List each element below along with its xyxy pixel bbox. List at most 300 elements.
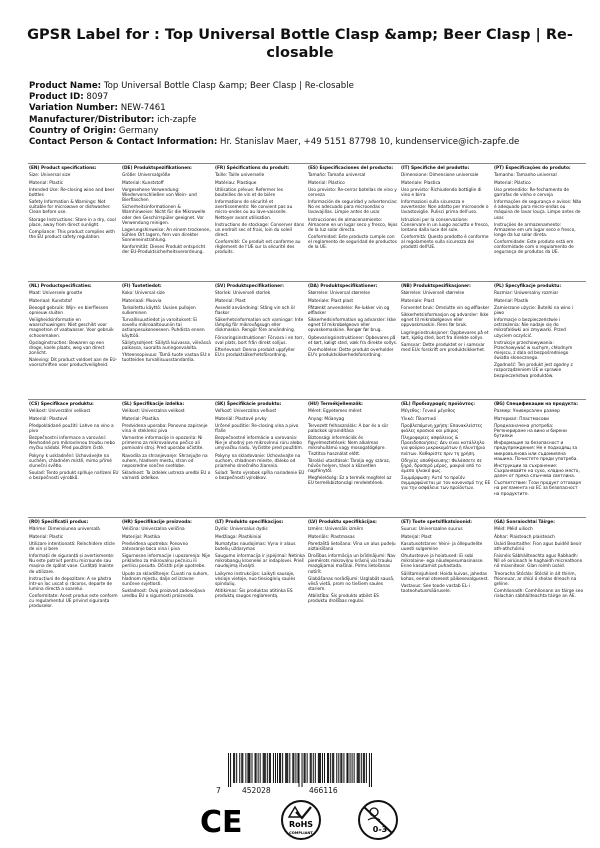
spec-line: Informații de siguranță și avertismente: Nu este potrivit pentru microunde sau mașina de spălat vase. Curățați înainte de utilizare. — [29, 554, 115, 575]
spec-line: Materiaali: Muovia — [122, 298, 162, 304]
spec-line: Materiale: Plast — [401, 298, 435, 304]
spec-line: Konformität: Dieses Produkt entspricht der EU-Produktsicherheitsverordnung. — [122, 245, 206, 256]
spec-line: Dydis: Universalus dydis — [215, 527, 268, 533]
barcode-bar — [350, 753, 351, 783]
barcode-bar — [289, 753, 290, 783]
spec-line: Sikkerhedsinformation og advarsler: Ikke egnet til mikrobølgeovn eller opvaskemaskine. Rengør før brug. — [308, 318, 396, 334]
barcode-bar — [265, 753, 266, 783]
spec-line: Lagerungshinweise: An einem trockenen, kühlen Ort lagern, fern von direkter Sonneneinstrahlung. — [122, 227, 211, 244]
spec-line: Opbevaringsinstruktioner: Opbevares på et tørt, køligt sted, væk fra direkte sollys. — [308, 335, 398, 346]
spec-heading: (FI) Tuotetiedot: — [122, 284, 162, 289]
barcode-bar — [363, 753, 364, 783]
info-product-id — [29, 92, 589, 103]
barcode-bar — [275, 753, 276, 783]
barcode-bar — [293, 753, 294, 783]
spec-block — [214, 164, 307, 281]
spec-heading: (LT) Produkto specifikacijos: — [215, 520, 284, 525]
spec-line: Méid: Méid uilioch — [494, 527, 533, 533]
spec-block — [121, 164, 214, 281]
barcode-bar — [234, 753, 235, 783]
barcode-bar — [358, 753, 359, 783]
spec-line: Lagringsinstruksjoner: Oppbevares på et tørt, kjølig sted, bort fra direkte sollys. — [401, 330, 489, 341]
spec-line: Pokyny na skladovanie: Uchovávajte na suchom, chladnom mieste, ďaleko od priameho slnečného žiarenia. — [215, 453, 301, 469]
spec-line: Tamanho: Tamanho universal — [494, 173, 557, 179]
spec-heading: (BG) Спецификации на продукта: — [494, 402, 578, 407]
product-info — [29, 81, 589, 148]
spec-heading: (PL) Specyfikacje produktu: — [494, 284, 562, 289]
spec-heading: (DE) Produktspezifikationen: — [122, 166, 192, 171]
spec-block — [493, 164, 586, 281]
spec-block — [121, 518, 214, 635]
spec-line: Beoogd gebruik: Wijn- en bierflessen opnieuw sluiten — [29, 305, 109, 316]
spec-line: Laikymo instrukcijos: Laikyti sausoje, vėsioje vietoje, nuo tiesioginių saulės spindulių. — [215, 571, 296, 587]
spec-line: Sigurnosne informacije i upozorenja: Nije prikladno za mikrovalnu pećnicu ili perilicu posuđa. Očistiti prije upotrebe. — [122, 554, 211, 570]
barcode-bar — [318, 753, 319, 783]
spec-line: Overholdelse: Dette produkt overholder EU's produktsikkerhedsforordning. — [308, 348, 394, 359]
barcode-bar — [258, 753, 259, 783]
spec-block — [493, 282, 586, 399]
spec-line: Veličina: Univerzalna veličina — [122, 527, 185, 533]
barcode-bar — [247, 753, 248, 783]
barcode-left-digits: 452028 — [242, 786, 271, 795]
spec-line: Υλικό: Πλαστικό — [401, 416, 437, 422]
barcode-bar — [311, 753, 312, 783]
spec-line: Drošības informācija un brīdinājumi: Nav piemērots mikroviļņu krāsnij vai trauku mazgājamai mašīnai. Pirms lietošanas notīrīt. — [308, 554, 396, 575]
spec-line: Material: Plástico — [494, 180, 531, 186]
info-label: Manufacturer/Distributor: — [29, 114, 155, 125]
spec-block — [28, 518, 121, 635]
spec-block — [400, 518, 493, 635]
spec-heading: (RO) Specificații produs: — [29, 520, 89, 525]
spec-line: Predviđena upotreba: Ponovno zatvaranje boca vina i piva — [122, 541, 188, 552]
barcode-bar — [315, 753, 316, 783]
spec-line: Megfelelőség: Ez a termék megfelel az EU termékbiztonsági rendeletének. — [308, 476, 392, 487]
spec-line: Material: Plástico — [308, 180, 345, 186]
spec-line: Atitikimas: Šis produktas atitinka ES produktų saugos reglamentą. — [215, 589, 293, 600]
barcode-bar — [287, 753, 288, 783]
spec-block — [28, 400, 121, 517]
spec-line: Conformité: Ce produit est conforme au règlement de l'UE sur la sécurité des produits. — [215, 240, 301, 256]
barcode-bar — [310, 753, 311, 783]
spec-line: Predvidena uporaba: Ponovno zapiranje vina in steklenic piva — [122, 423, 208, 434]
info-label: Contact Person & Contact Information: — [29, 137, 218, 148]
barcode-bar — [256, 753, 257, 783]
spec-heading: (SL) Specifikacije izdelka: — [122, 402, 185, 407]
barcode-bar — [230, 753, 231, 787]
spec-line: Taille: Taille universelle — [215, 173, 265, 179]
spec-line: Ohutusteave ja hoiatused: Ei sobi mikrolaine- ega nõudepesumasinasse. Enne kasutamist puhastada. — [401, 554, 484, 570]
spec-line: Atbilstība: Šis produkts atbilst ES produktu drošības regulai. — [308, 594, 379, 605]
spec-grid — [28, 163, 586, 635]
spec-line: Utilizare intenționată: Reînchidere sticle de vin și bere — [29, 541, 115, 552]
spec-line: Istruzioni per la conservazione: Conservare in un luogo asciutto e fresco, lontano dalla luce del sole. — [401, 217, 490, 233]
compliance-marks — [196, 798, 406, 844]
spec-line: Yhteensopivuus: Tämä tuote vastaa EU:n tuotteiden turvallisuusstandardia. — [122, 353, 211, 364]
spec-line: Materiaal: Kunststof — [29, 298, 72, 304]
spec-line: Προβλεπόμενη χρήση: Επανακλείστες φιάλες κρασιού και μπίρας — [401, 423, 483, 434]
barcode-bar — [357, 753, 358, 783]
spec-line: Zgodność: Ten produkt jest zgodny z rozporządzeniem UE w sprawie bezpieczeństwa produktów. — [494, 363, 573, 379]
spec-block — [28, 164, 121, 281]
spec-line: Rozmiar: Uniwersalny rozmiar — [494, 291, 559, 297]
spec-block — [214, 400, 307, 517]
spec-row — [28, 517, 586, 635]
spec-line: Numatytas naudojimas: Vyno ir alaus butelių uždarymas — [215, 541, 296, 552]
barcode-bar — [286, 753, 287, 783]
spec-line: Размер: Универсален размер — [494, 409, 560, 415]
barcode-bar — [242, 753, 243, 783]
spec-line: Informacje o bezpieczeństwie i ostrzeżenia: Nie nadaje się do mikrofalówki ani zmywarki. Przed użyciem oczyścić. — [494, 318, 566, 339]
spec-block — [307, 164, 400, 281]
spec-block — [214, 282, 307, 399]
spec-line: Conformitate: Acest produs este conform cu regulamentul UE privind siguranța produselor. — [29, 594, 118, 610]
spec-line: Úsáid Beartaithe: Fíon agus buidéil beoir ath-athchóiriú — [494, 541, 582, 552]
spec-line: Comhlíonadh: Comhlíonann an táirge seo rialachán sábháilteachta táirge an AE. — [494, 589, 584, 600]
barcode-bar — [352, 753, 353, 783]
rohs-compliant-icon — [282, 801, 320, 839]
spec-heading: (EN) Product specifications: — [29, 166, 97, 171]
info-value: 8097 — [86, 92, 109, 103]
barcode-bar — [346, 753, 347, 783]
spec-line: Biztonsági információk és figyelmeztetések: Nem alkalmas mikrohullámú vagy mosogatógépre. Tisztítsa használat előtt. — [308, 436, 386, 457]
spec-line: Varnostne informacije in opozorila: Ni primerno za mikrovalovno pečico ali pomivalni stroj. Pred uporabo očistite. — [122, 436, 204, 452]
barcode-bar — [338, 753, 339, 783]
spec-line: Avsedd användning: Stäng vin och öl flaskor — [215, 305, 295, 316]
spec-line: Turvallisuustiedot ja varoitukset: Ei sovellu mikroaaltouuniin tai astianpesukoneeseen. Puhdista ennen käyttöä. — [122, 318, 205, 339]
info-label: Product Name: — [29, 81, 102, 91]
spec-line: Vastavus: See toode vastab EL-i tooteohutusmäärusele. — [401, 584, 470, 595]
info-value: NEW-7461 — [120, 103, 166, 114]
spec-line: Conformidade: Este produto está em conformidade com o regulamento de segurança de produtos da UE. — [494, 240, 574, 256]
spec-heading: (GA) Sonraíochtaí Táirge: — [494, 520, 555, 525]
spec-line: Materijal: Plastika — [122, 534, 161, 540]
rohs-label: RoHS — [288, 820, 314, 829]
barcode-bar — [322, 753, 323, 783]
spec-line: Upute za skladištenje: Čuvati na suhom, hladnom mjestu, dalje od izravne sunčeve svjetlosti. — [122, 571, 209, 587]
spec-line: Súlad: Tento výrobok spĺňa nariadenie EÚ o bezpečnosti výrobkov. — [215, 471, 305, 482]
spec-line: Instrucciones de almacenamiento: Almacene en un lugar seco y fresco, lejos de la luz solar directa. — [308, 217, 398, 233]
spec-line: Informazioni sulla sicurezza e avvertenze: Non adatto per microonde o lavastoviglie. Pulisci prima dell'uso. — [401, 200, 489, 216]
spec-line: Πληροφορίες ασφάλειας & Προειδοποιήσεις: Δεν είναι κατάλληλο για φούρνο μικροκυμάτων ή πλυντήριο πιάτων. Καθαρίστε πριν τη χρήση. — [401, 436, 486, 457]
spec-line: Instrukcje przechowywania: Przechowywać w suchym, chłodnym miejscu, z dala od bezpośredniego światła słonecznego. — [494, 340, 573, 362]
spec-heading: (LV) Produktu specifikācijas: — [308, 520, 377, 525]
barcode-bar — [236, 753, 237, 783]
spec-line: Materiál: Plastové — [29, 416, 68, 422]
barcode-bar — [341, 753, 342, 783]
spec-line: Säilitamisjuhised: Hoida kuivas, jahedas kohas, eemal otsesest päikesevalgusest. — [401, 571, 489, 582]
spec-line: Zamierzone użycie: Butelki na wino i piwo — [494, 305, 574, 316]
spec-line: Съответствие: Този продукт отговаря на регламента на ЕС за безопасност на продуктите. — [494, 481, 581, 497]
barcode-bar — [298, 753, 299, 787]
spec-line: Предназначена употреба: Регенериране на вино и бирени бутилки — [494, 423, 567, 440]
info-contact — [29, 137, 589, 148]
spec-row — [28, 163, 586, 281]
barcode-bar — [354, 753, 355, 783]
info-manufacturer — [29, 115, 589, 126]
barcode-bar — [336, 753, 337, 783]
barcode-bar — [328, 753, 329, 783]
barcode-bar — [371, 753, 372, 787]
spec-line: Οδηγίες αποθήκευσης: Φυλάσσετε σε ξηρό, δροσερό μέρος, μακριά από το άμεσο ηλιακό φως. — [401, 458, 482, 474]
spec-line: Intended Use: Re-closing wine and beer bottles — [29, 187, 115, 198]
spec-line: Instrucțiuni de depozitare: A se păstra într-un loc uscat și răcoros, departe de lumina directă a soarelui. — [29, 576, 113, 592]
spec-line: Veľkosť: Univerzálna veľkosť — [215, 409, 277, 415]
spec-line: Veiligheidsinformatie en waarschuwingen: Niet geschikt voor magnetron of vaatwasser. Voor gebruik schoonmaken. — [29, 318, 114, 339]
spec-line: Materiale: Plast plast — [308, 298, 354, 304]
spec-line: Velikost: Univerzalna velikost — [122, 409, 185, 415]
spec-heading: (SV) Produktspecifikationer: — [215, 284, 284, 289]
spec-block — [214, 518, 307, 635]
barcode-bar — [333, 753, 334, 783]
spec-line: Opslaginstructies: Bewaren op een droge, koele plaats, weg van direct zonlicht. — [29, 340, 105, 356]
info-value: ich-zapfe — [157, 114, 197, 125]
barcode-bar — [330, 753, 331, 783]
spec-line: Materjal: Plast — [401, 534, 432, 540]
spec-line: Información de seguridad y advertencias: No es adecuado para microondas o lavavajillas. Limpie antes de usar. — [308, 200, 398, 216]
spec-line: Glabāšanas norādījumi: Uzglabāt sausā, vēsā vietā, prom no tiešiem saules stariem. — [308, 576, 395, 592]
spec-line: Størrelse: Universell størrelse — [401, 291, 465, 297]
barcode-right-digits: 466116 — [309, 786, 338, 795]
barcode-bar — [332, 753, 333, 783]
barcode-bar — [260, 753, 261, 783]
spec-heading: (HR) Specifikacije proizvoda: — [122, 520, 192, 525]
spec-line: Navodila za shranjevanje: Shranjujte na suhem, hladnem mestu, stran od neposredne sončne svetlobe. — [122, 453, 208, 469]
info-value: Hr. Stanislav Maer, +49 5151 87798 10, kundenservice@ich-zapfe.de — [220, 137, 520, 148]
spec-line: Uso previsto: Re-cerrar botellas de vino y cerveza — [308, 187, 397, 198]
barcode-bar — [263, 753, 264, 783]
barcode-bar — [245, 753, 246, 783]
rohs-compliant-label: COMPLIANT — [289, 831, 313, 835]
spec-line: Materiał: Plastik — [494, 298, 529, 304]
spec-line: Instructions de stockage: Conserver dans un endroit sec et frais, loin du soleil direct. — [215, 222, 305, 238]
spec-line: Maat: Universele grootte — [29, 291, 83, 297]
spec-line: Material: Plastic — [29, 180, 64, 186]
spec-line: Méret: Egyetemes méret — [308, 409, 362, 415]
spec-heading: (IT) Specifiche del prodotto: — [401, 166, 470, 171]
spec-line: Materiál: Plastové prvky — [215, 416, 267, 422]
barcode-bar — [359, 753, 360, 783]
spec-line: Информация за безопасност и предупреждения: Не е подходящ за микровълнова или съдомиялна машина. Почистете преди употреба. — [494, 441, 578, 462]
ce-mark-text: CE — [200, 805, 243, 840]
spec-block — [121, 282, 214, 399]
spec-line: Samsvar: Dette produktet er i samsvar med EUs forskrift om produktsikkerhet. — [401, 342, 486, 354]
spec-heading: (FR) Spécifications du produit: — [215, 166, 290, 171]
spec-line: Forventet bruk: Omslutte vin og ølflasker — [401, 305, 490, 311]
info-variation-number — [29, 103, 589, 114]
spec-line: Conformità: Questo prodotto è conforme al regolamento sulla sicurezza dei prodotti dell'UE. — [401, 235, 489, 251]
spec-line: Påtænkt anvendelse: Re-lukker vin og ølflasker — [308, 305, 390, 316]
barcode-bar — [343, 753, 344, 783]
spec-line: Material: Kunststoff — [122, 180, 164, 186]
spec-line: Conformidad: Este producto cumple con el reglamento de seguridad de productos de la UE. — [308, 235, 397, 251]
barcode-bar — [305, 753, 306, 783]
spec-line: Velikost: Univerzální velikost — [29, 409, 91, 415]
spec-line: Größe: Universalgröße — [122, 173, 171, 179]
spec-line: Soulad: Tento produkt splňuje nařízení EU o bezpečnosti výrobků. — [29, 471, 119, 482]
spec-line: Informations de sécurité et avertissements: Ne convient pas au micro-ondes ou au lave-vaisselle. Nettoyer avant utilisation. — [215, 200, 293, 221]
barcode-bar — [233, 753, 234, 783]
barcode-bar — [282, 753, 283, 783]
barcode-bar — [347, 753, 348, 783]
spec-line: Säilytysohjeet: Säilytä kuivassa, viileässä paikassa, suoralta auringonvalolta. — [122, 340, 211, 351]
spec-line: Tamaño: Tamaño universal — [308, 173, 366, 179]
info-country-of-origin — [29, 126, 589, 137]
barcode-bar — [319, 753, 320, 783]
page-title: GPSR Label for : Top Universal Bottle Clasp &amp; Beer Clasp | Re-closable — [27, 27, 573, 61]
spec-line: Saugumo informacija ir įspėjimai: Netinka mikrobangų krosnelei ar indaplovei. Prieš naudojimą išvalyti. — [215, 554, 305, 570]
spec-line: Størrelse: Universal størrelse — [308, 291, 371, 297]
barcode-bar — [304, 753, 305, 783]
spec-line: Mărime: Dimensiunea universală — [29, 527, 100, 533]
ce-mark — [200, 805, 243, 840]
info-label: Variation Number: — [29, 103, 118, 114]
spec-heading: (SK) Špecifikácie produktu: — [215, 402, 282, 407]
barcode-bar — [364, 753, 365, 783]
spec-line: Size: Universal size — [29, 173, 71, 179]
spec-line: Συμμόρφωση: Αυτό το προϊόν συμμορφώνεται με τον κανονισμό της ΕΕ για την ασφάλεια των προϊόντων. — [401, 476, 491, 492]
barcode-bar — [361, 753, 362, 783]
barcode-bar — [273, 753, 274, 783]
spec-line: Материал: Пластмасови — [494, 416, 549, 422]
spec-line: Matériau: Plastique — [215, 180, 257, 186]
spec-line: Compliance: This product complies with the EU product safety regulation. — [29, 230, 115, 241]
spec-line: Инструкции за съхранение: Съхранявайте на сухо, хладно място, далеч от пряка слънчева светлина. — [494, 463, 580, 480]
spec-line: Storage Instructions: Store in a dry, cool place, away from direct sunlight. — [29, 217, 116, 228]
spec-line: Säkerhetsinformation och varningar: Inte lämplig för mikrovågsugn eller diskmaskin. Rengör före användning. — [215, 318, 304, 334]
spec-line: Dimensione: Dimensione universale — [401, 173, 479, 179]
spec-line: Izmērs: Universāls izmērs — [308, 527, 364, 533]
spec-line: Safety Information & Warnings: Not suitable for microwave or dishwasher. Clean before use. — [29, 200, 111, 216]
age-label: 0-3 — [372, 825, 388, 834]
spec-line: Anyag: Műanyag — [308, 416, 345, 422]
barcode-bar — [320, 753, 321, 783]
spec-heading: (DA) Produktspecifikationer: — [308, 284, 378, 289]
spec-line: Bezpečnostní informace a varování: Nevhodné pro mikrovlnnou troubu nebo myčku nádobí. Před použitím čisté. — [29, 436, 115, 452]
spec-line: Pokyny k uskladnění: Uchovávejte na suchém, chladném místě, mimo přímé sluneční světlo. — [29, 453, 112, 469]
barcode-bar — [248, 753, 249, 783]
barcode-bar — [241, 753, 242, 783]
spec-line: Tárolási utasítások: Tárolja egy száraz, hűvös helyen, távol a közvetlen napfénytől. — [308, 458, 391, 474]
spec-line: Treoracha Stórála: Stóráil in áit thirim, fhionnuar, ar shiúl ó sholas díreach na gréine. — [494, 571, 577, 587]
info-label: Country of Origin: — [29, 125, 117, 136]
spec-heading: (EL) Προδιαγραφές προϊόντος: — [401, 402, 475, 407]
spec-line: Informações de segurança e avisos: Não é adequado para micro-ondas ou máquina de lavar louça. Limpe antes de usar. — [494, 200, 582, 221]
spec-line: Efterlevnad: Denna produkt uppfyller EU:s produktsäkerhetsförordning. — [215, 348, 295, 359]
barcode-bar — [366, 753, 367, 783]
barcode-bar — [327, 753, 328, 783]
barcode-bar — [340, 753, 341, 783]
spec-line: Sikkerhetsinformasjon og advarsler: Ikke egnet til mikrobølgeovn eller oppvaskmaskin. Rens før bruk. — [401, 313, 489, 329]
barcode-bar — [292, 753, 293, 783]
barcode-bar — [307, 753, 308, 783]
spec-line: Tarkoitettu käyttö: Uusien pullojen sulkeminen — [122, 305, 196, 316]
spec-line: Förvaringsinstruktioner: Förvara i en torr, sval plats, bort från direkt solljus. — [215, 335, 304, 346]
age-warning-icon — [359, 801, 397, 839]
barcode-bar — [267, 753, 268, 783]
spec-line: Materiale: Plastica — [401, 180, 441, 186]
spec-block — [400, 282, 493, 399]
info-label: Product ID: — [29, 92, 84, 103]
spec-row — [28, 399, 586, 517]
spec-row — [28, 281, 586, 399]
spec-heading: (PT) Especificações do produto: — [494, 166, 571, 171]
spec-block — [400, 400, 493, 517]
barcode-bar — [228, 753, 229, 787]
barcode-bar — [369, 753, 370, 787]
info-value: Top Universal Bottle Clasp &amp; Beer Clasp | Re-closable — [103, 81, 354, 91]
barcode-bar — [264, 753, 265, 783]
spec-heading: (ES) Especificaciones del producto: — [308, 166, 394, 171]
spec-line: Vorgesehene Verwendung: Wiederverschließen von Wein- und Bierflaschen — [122, 187, 197, 204]
barcode-bar — [277, 753, 278, 783]
spec-line: Medžiaga: Plastikiniai — [215, 534, 262, 540]
spec-line: Uso previsto: Richiudendo bottiglie di vino e birra — [401, 187, 482, 198]
spec-line: Naleving: Dit product voldoet aan de EU-voorschriften voor productveiligheid. — [29, 358, 118, 369]
spec-line: Faisnéis Sábháilteachta agus Rabhadh: Níl sé oiriúnach le haghaidh micreathonn nó miasniteoir. Glan roimh úsáid. — [494, 554, 583, 570]
spec-line: Skladnost: Ta izdelek ustreza uredbi EU o varnosti izdelkov. — [122, 471, 211, 482]
spec-line: Koko: Universal size — [122, 291, 165, 297]
spec-block — [28, 282, 121, 399]
spec-block — [307, 282, 400, 399]
spec-line: Μέγεθος: Γενικό μέγεθος — [401, 409, 456, 415]
spec-line: Suurus: Universaalne suurus — [401, 527, 463, 533]
barcode-bar — [251, 753, 252, 783]
barcode-bar — [270, 753, 271, 783]
barcode-bar — [280, 753, 281, 783]
info-product-name — [29, 81, 589, 92]
spec-line: Material: Plastika — [122, 416, 159, 422]
spec-heading: (HU) Termékjellemzők: — [308, 402, 363, 407]
spec-line: Instruções de armazenamento: Armazene em um lugar seco e fresco, longe da luz solar direta. — [494, 222, 576, 238]
info-value: Germany — [118, 125, 159, 136]
spec-block — [307, 400, 400, 517]
barcode-bar — [239, 753, 240, 783]
barcode-bar — [313, 753, 314, 783]
spec-line: Předpokládané použití: Lahve na víno a pivo — [29, 423, 114, 434]
barcode-bar — [324, 753, 325, 783]
spec-block — [400, 164, 493, 281]
barcode-bar — [295, 753, 296, 783]
spec-block — [493, 518, 586, 635]
spec-line: Ábhar: Plaisteach plaisteach — [494, 534, 555, 540]
spec-heading: (NL) Productspecificaties: — [29, 284, 92, 289]
spec-block — [493, 400, 586, 517]
spec-line: Tervezett felhasználás: A bor és a sör palackok újraindítása — [308, 423, 389, 434]
spec-line: Bezpečnostné informácie a varovania: Nie je vhodný pre mikrovlnnú rúru alebo umývačku riadu. Vyčistite pred použitím. — [215, 436, 304, 452]
spec-heading: (CS) Specifikace produktu: — [29, 402, 94, 407]
spec-line: Paredzētā lietošana: Vīna un alus pudeļu aiztaisīšana — [308, 541, 396, 552]
spec-line: Material: Plast — [215, 298, 246, 304]
spec-heading: (ET) Toote spetsifikatsioonid: — [401, 520, 472, 525]
spec-heading: (NB) Produktspesifikasjoner: — [401, 284, 471, 289]
spec-line: Material: Plastic — [29, 534, 64, 540]
spec-line: Materiāls: Plastmasas — [308, 534, 355, 540]
barcode — [228, 753, 372, 787]
spec-line: Utilisation prévue: Refermer les bouteilles de vin et de bière — [215, 187, 283, 198]
barcode-bar — [255, 753, 256, 783]
spec-block — [307, 518, 400, 635]
spec-line: Storlek: Universell storlek — [215, 291, 271, 297]
spec-line: Kasutusotstarve: Veini- ja õllepudelite uuesti sulgemine — [401, 541, 483, 552]
spec-line: Uso pretendido: Re-fechamento de garrafas de vinho e cerveja — [494, 187, 570, 198]
barcode-prefix: 7 — [216, 786, 221, 795]
spec-line: Určené použitie: Re-closing vína a pivo fľaše — [215, 423, 299, 434]
barcode-bar — [297, 753, 298, 783]
spec-block — [121, 400, 214, 517]
spec-line: Sukladnost: Ovaj proizvod zadovoljava uredbu EU o sigurnosti proizvoda. — [122, 589, 206, 600]
barcode-bar — [279, 753, 280, 783]
barcode-bar — [269, 753, 270, 783]
